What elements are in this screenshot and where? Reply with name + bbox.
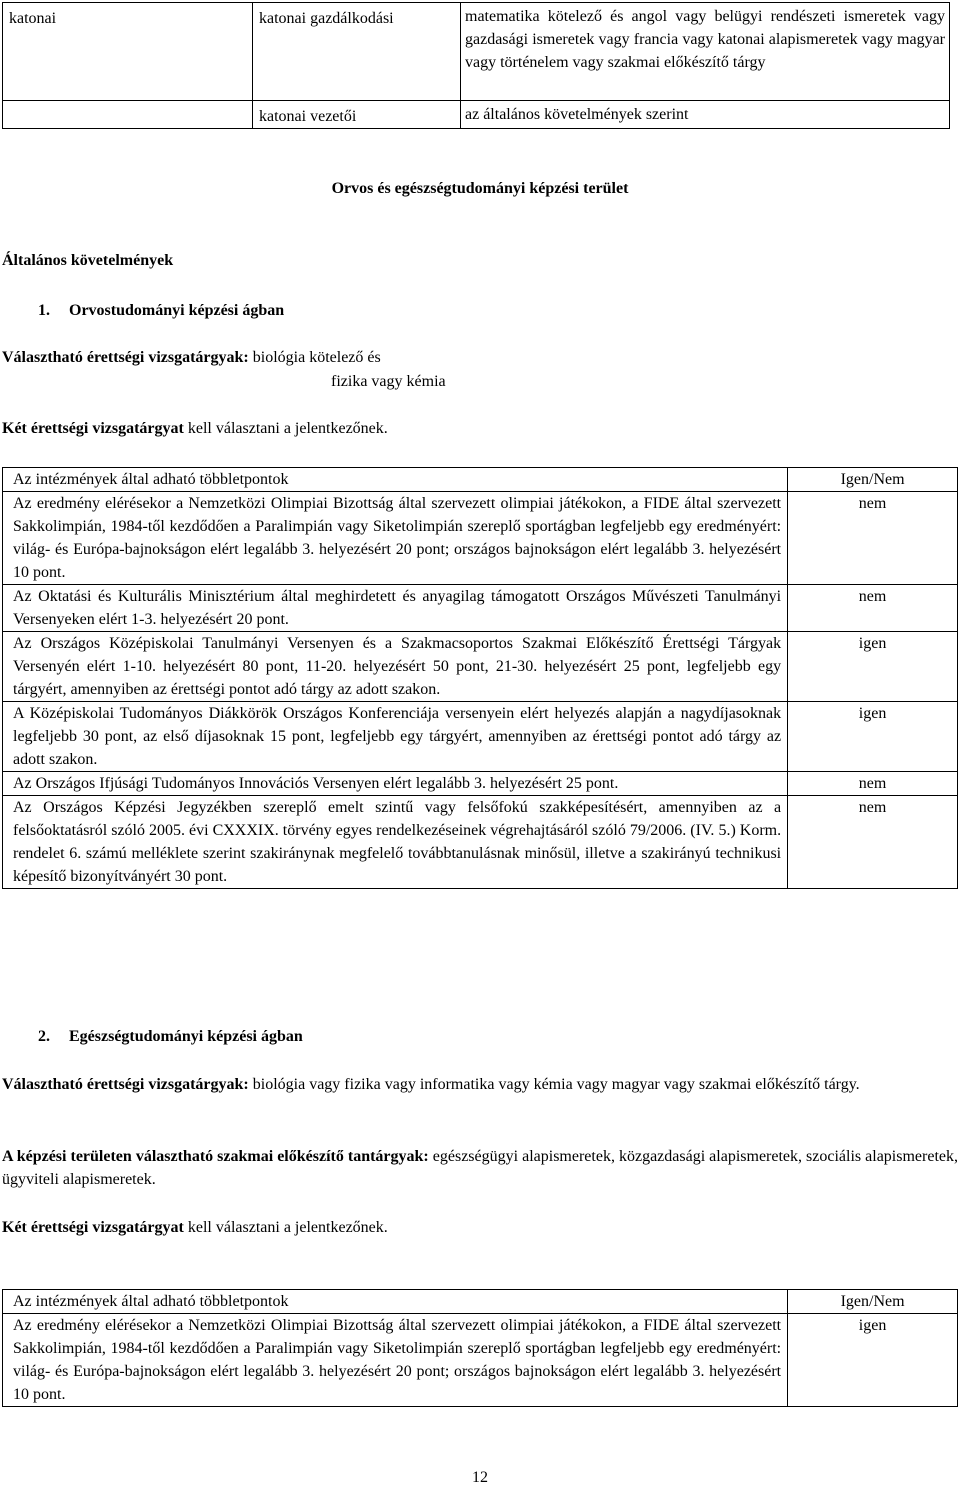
row-text: Az eredmény elérésekor a Nemzetközi Olimpiai Bizottság által szervezett olimpiai játékokon, a FIDE által szervezett Sakkolimpián, 1984-től kezdődően a Paralimpián vagy Siketolimpián szereplő sportágban legfeljebb egy eredményért: világ- és Európa-bajnokságon elért legalább 3. helyezésért 20 pont; országos bajnokságon elért legalább 3. helyezésért 10 pont. xyxy=(3,492,788,585)
header-yes-no: Igen/Nem xyxy=(788,1290,958,1314)
table-row xyxy=(3,585,958,632)
subsection-number: 1. xyxy=(38,302,50,319)
general-heading: Általános követelmények xyxy=(2,252,174,269)
row-answer: igen xyxy=(788,632,958,702)
table-row xyxy=(3,3,950,101)
subsection-1-two-subjects: Két érettségi vizsgatárgyat kell választani a jelentkezőnek. xyxy=(2,420,388,437)
row-text: Az Országos Középiskolai Tanulmányi Versenyen és a Szakmacsoportos Szakmai Előkészítő Érettségi Tárgyak Versenyén elért 1-10. helyezésért 80 pont, 11-20. helyezésért 50 pont, 21-30. helyezésért 25 pont, legfeljebb egy tárgyért, amennyiben az érettségi pontot adó tárgy az adott szakon. xyxy=(3,632,788,702)
subsection-1-title xyxy=(38,299,284,322)
page-number: 12 xyxy=(472,1469,488,1486)
extra-points-table-2 xyxy=(2,1289,958,1407)
subsection-2-prep-subjects: A képzési területen választható szakmai előkészítő tantárgyak: egészségügyi alapismeretek, közgazdasági alapismeretek, szociális alapismeretek, ügyviteli alapismeretek. xyxy=(2,1148,958,1188)
table-row xyxy=(3,101,950,129)
row-answer: igen xyxy=(788,1314,958,1407)
subsection-title-text: Orvostudományi képzési ágban xyxy=(69,302,285,319)
table-row xyxy=(3,702,958,772)
table-cell-field xyxy=(3,101,253,129)
row-answer: nem xyxy=(788,585,958,632)
table-cell-subjects: matematika kötelező és angol vagy belügyi rendészeti ismeretek vagy gazdasági ismeretek vagy francia vagy katonai alapismeretek vagy magyar vagy történelem vagy szakmai előkészítő tárgy xyxy=(461,3,950,101)
row-answer: nem xyxy=(788,772,958,796)
table-header-row xyxy=(3,468,958,492)
row-answer: nem xyxy=(788,492,958,585)
subsection-1-subjects: Választható érettségi vizsgatárgyak: biológia kötelező és xyxy=(2,349,381,366)
admission-table xyxy=(2,2,950,129)
row-text: A Középiskolai Tudományos Diákkörök Országos Konferenciája versenyein elért helyezés alapján a nagydíjasoknak legfeljebb 30 pont, az első díjasoknak 15 pont, legfeljebb egy tárgyért, amennyiben az érettségi pontot adó tárgy az adott szakon. xyxy=(3,702,788,772)
header-yes-no: Igen/Nem xyxy=(788,468,958,492)
subsection-title-text: Egészségtudományi képzési ágban xyxy=(69,1028,303,1045)
row-text: Az Országos Képzési Jegyzékben szereplő emelt szintű vagy felsőfokú szakképesítésért, amennyiben az a felsőoktatásról szóló 2005. évi CXXXIX. törvény egyes rendelkezéseinek végrehajtásáról szóló 79/2006. (IV. 5.) Korm. rendelet 6. számú melléklete szerint szakiránynak megfelelő továbbtanulásnak minősül, illetve a szakirányú technikusi képesítő bizonyítványért 30 pont. xyxy=(3,796,788,889)
section-title: Orvos és egészségtudományi képzési terület xyxy=(331,180,629,197)
table-cell-field: katonai xyxy=(3,3,253,101)
subsection-2-subjects: Választható érettségi vizsgatárgyak: biológia vagy fizika vagy informatika vagy kémia vagy magyar vagy szakmai előkészítő tárgy. xyxy=(2,1076,860,1093)
table-cell-program: katonai vezetői xyxy=(253,101,461,129)
table-row xyxy=(3,632,958,702)
table-header-row xyxy=(3,1290,958,1314)
subsection-2-title xyxy=(38,1025,303,1048)
table-cell-program: katonai gazdálkodási xyxy=(253,3,461,101)
table-cell-subjects: az általános követelmények szerint xyxy=(461,101,950,129)
subsection-2-two-subjects: Két érettségi vizsgatárgyat kell választani a jelentkezőnek. xyxy=(2,1219,388,1236)
row-answer: igen xyxy=(788,702,958,772)
subsection-number: 2. xyxy=(38,1028,50,1045)
header-extra-points: Az intézmények által adható többletpontok xyxy=(3,1290,788,1314)
extra-points-table-1 xyxy=(2,467,958,889)
row-text: Az Országos Ifjúsági Tudományos Innovációs Versenyen elért legalább 3. helyezésért 25 pont. xyxy=(3,772,788,796)
row-text: Az eredmény elérésekor a Nemzetközi Olimpiai Bizottság által szervezett olimpiai játékokon, a FIDE által szervezett Sakkolimpián, 1984-től kezdődően a Paralimpián vagy Siketolimpián szereplő sportágban legfeljebb egy eredményért: világ- és Európa-bajnokságon elért legalább 3. helyezésért 20 pont; országos bajnokságon elért legalább 3. helyezésért 10 pont. xyxy=(3,1314,788,1407)
table-row xyxy=(3,796,958,889)
row-answer: nem xyxy=(788,796,958,889)
subsection-1-subjects-line2: fizika vagy kémia xyxy=(331,373,446,390)
table-row xyxy=(3,772,958,796)
header-extra-points: Az intézmények által adható többletpontok xyxy=(3,468,788,492)
table-row xyxy=(3,492,958,585)
row-text: Az Oktatási és Kulturális Minisztérium által meghirdetett és anyagilag támogatott Országos Művészeti Tanulmányi Versenyeken elért 1-3. helyezésért 20 pont. xyxy=(3,585,788,632)
table-row xyxy=(3,1314,958,1407)
